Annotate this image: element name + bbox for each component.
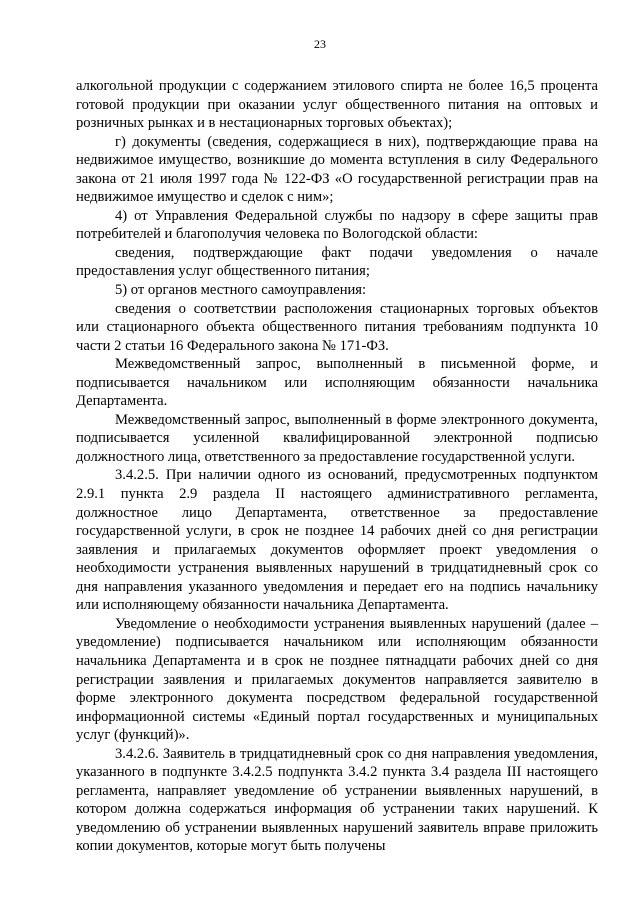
- paragraph-location-info: сведения о соответствии расположения стационарных торговых объектов или стационарного объекта общественного питания требованиям подпункта 10 части 2 статьи 16 Федерального закона № 171-ФЗ.: [76, 300, 598, 354]
- paragraph-alcohol-continuation: алкогольной продукции с содержанием этилового спирта не более 16,5 процента готовой продукции при оказании услуг общественного питания на оптовых и розничных рынках и в нестационарных торговых объектах);: [76, 78, 598, 132]
- paragraph-paper-request: Межведомственный запрос, выполненный в письменной форме, и подписывается начальником или исполняющим обязанности начальника Департамента.: [76, 356, 598, 410]
- paragraph-electronic-request: Межведомственный запрос, выполненный в форме электронного документа, подписывается усиленной квалифицированной электронной подписью должностного лица, ответственного за предоставление государственной услуги.: [76, 411, 598, 465]
- paragraph-3-4-2-5: 3.4.2.5. При наличии одного из оснований, предусмотренных подпунктом 2.9.1 пункта 2.9 раздела II настоящего административного регламента, должностное лицо Департамента, ответственное за предоставление государственной услуги, в срок не позднее 14 рабочих дней со дня регистрации заявления и прилагаемых документов оформляет проект уведомления о необходимости устранения выявленных нарушений в тридцатидневный срок со дня направления указанного уведомления и передает его на подпись начальнику или исполняющему обязанности начальника Департамента.: [76, 467, 598, 614]
- paragraph-item-4: 4) от Управления Федеральной службы по надзору в сфере защиты прав потребителей и благополучия человека по Вологодской области:: [76, 207, 598, 243]
- document-body: [76, 77, 598, 856]
- paragraph-3-4-2-6: 3.4.2.6. Заявитель в тридцатидневный срок со дня направления уведомления, указанного в подпункте 3.4.2.5 подпункта 3.4.2 пункта 3.4 раздела III настоящего регламента, направляет уведомление об устранении выявленных нарушений, в котором должна содержаться информация об устранении таких нарушений. К уведомлению об устранении выявленных нарушений заявитель вправе приложить копии документов, которые могут быть получены: [76, 745, 598, 855]
- page-number: 23: [314, 37, 326, 51]
- paragraph-item-g: г) документы (сведения, содержащиеся в них), подтверждающие права на недвижимое имущество, возникшие до момента вступления в силу Федерального закона от 21 июля 1997 года № 122-ФЗ «О государственной регистрации прав на недвижимое имущество и сделок с ним»;: [76, 133, 598, 206]
- paragraph-notification-signing: Уведомление о необходимости устранения выявленных нарушений (далее – уведомление) подписывается начальником или исполняющим обязанности начальника Департамента и в срок не позднее пятнадцати рабочих дней со дня регистрации заявления и прилагаемых документов направляется заявителю в форме электронного документа посредством федеральной государственной информационной системы «Единый портал государственных и муниципальных услуг (функций)».: [76, 615, 598, 744]
- paragraph-item-5: 5) от органов местного самоуправления:: [115, 282, 367, 299]
- paragraph-notification-info: сведения, подтверждающие факт подачи уведомления о начале предоставления услуг общественного питания;: [76, 244, 598, 280]
